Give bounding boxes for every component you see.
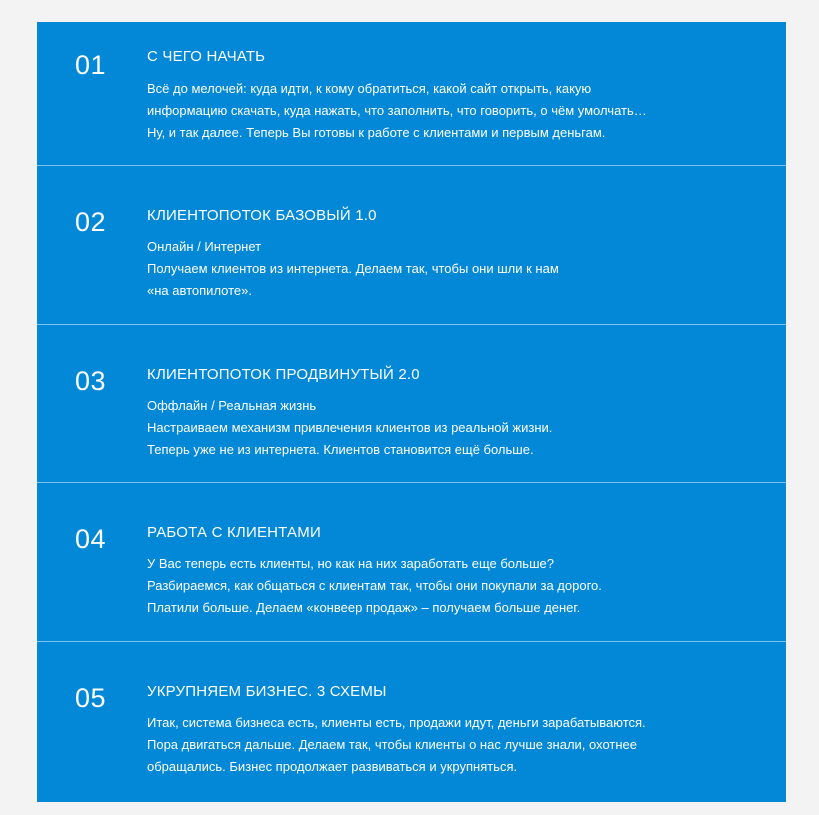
description-line: Онлайн / Интернет	[147, 239, 262, 254]
description-line: Настраиваем механизм привлечения клиентов из реальной жизни.	[147, 420, 553, 435]
step-01	[37, 22, 786, 165]
steps-panel	[37, 22, 786, 802]
step-title: УКРУПНЯЕМ БИЗНЕС. 3 СХЕМЫ	[147, 683, 387, 700]
description-line: Оффлайн / Реальная жизнь	[147, 398, 317, 413]
description-line: Ну, и так далее. Теперь Вы готовы к работе с клиентами и первым деньгам.	[147, 125, 606, 140]
step-title: С ЧЕГО НАЧАТЬ	[147, 48, 266, 65]
description-line: обращались. Бизнес продолжает развиваться и укрупняться.	[147, 759, 518, 774]
step-number: 02	[75, 207, 107, 237]
step-description	[147, 395, 767, 461]
description-line: Получаем клиентов из интернета. Делаем так, чтобы они шли к нам	[147, 261, 559, 276]
description-line: информацию скачать, куда нажать, что заполнить, что говорить, о чём умолчать…	[147, 103, 647, 118]
description-line: Итак, система бизнеса есть, клиенты есть, продажи идут, деньги зарабатываются.	[147, 715, 646, 730]
step-number: 01	[75, 50, 107, 80]
description-line: Теперь уже не из интернета. Клиентов становится ещё больше.	[147, 442, 534, 457]
step-number: 05	[75, 683, 107, 713]
step-description	[147, 78, 767, 144]
step-description	[147, 712, 767, 778]
description-line: «на автопилоте».	[147, 283, 252, 298]
description-line: Всё до мелочей: куда идти, к кому обратиться, какой сайт открыть, какую	[147, 81, 592, 96]
step-description	[147, 553, 767, 619]
step-05	[37, 641, 786, 802]
step-04	[37, 482, 786, 640]
description-line: У Вас теперь есть клиенты, но как на них заработать еще больше?	[147, 556, 554, 571]
step-03	[37, 324, 786, 482]
description-line: Разбираемся, как общаться с клиентам так, чтобы они покупали за дорого.	[147, 578, 602, 593]
step-number: 03	[75, 366, 107, 396]
step-description	[147, 236, 767, 302]
step-title: КЛИЕНТОПОТОК ПРОДВИНУТЫЙ 2.0	[147, 366, 420, 383]
step-title: КЛИЕНТОПОТОК БАЗОВЫЙ 1.0	[147, 207, 377, 224]
step-number: 04	[75, 524, 107, 554]
description-line: Пора двигаться дальше. Делаем так, чтобы клиенты о нас лучше знали, охотнее	[147, 737, 638, 752]
step-02	[37, 165, 786, 323]
description-line: Платили больше. Делаем «конвеер продаж» – получаем больше денег.	[147, 600, 581, 615]
step-title: РАБОТА С КЛИЕНТАМИ	[147, 524, 321, 541]
